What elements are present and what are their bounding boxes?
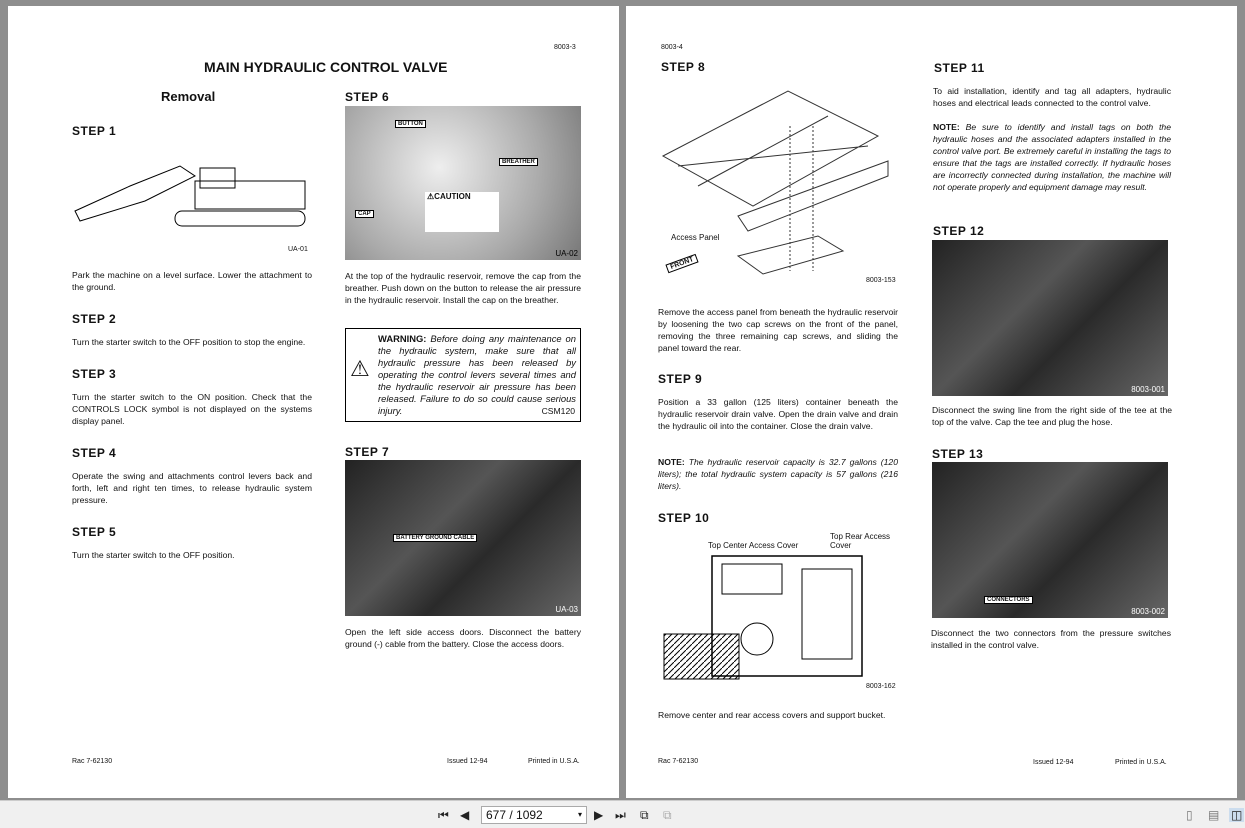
footer-doc: Rac 7-62130 <box>72 758 113 765</box>
figure-label: UA-01 <box>288 246 308 253</box>
single-page-icon[interactable]: ▯ <box>1186 808 1193 822</box>
warning-text: Before doing any maintenance on the hydraulic system, make sure that all hydraulic pressure has been released by operating the control levers several times and the hydraulic reservoir air pressure has been released. Failure to do so could cause serious injury. <box>378 333 576 416</box>
excavator-illustration <box>70 156 315 236</box>
step-heading: STEP 10 <box>658 511 710 525</box>
step-text: Disconnect the two connectors from the pressure switches installed in the control valve. <box>931 628 1171 650</box>
frame-illustration <box>658 86 898 276</box>
step-heading: STEP 13 <box>932 447 984 461</box>
step-heading: STEP 12 <box>933 224 985 238</box>
step-heading: STEP 11 <box>934 61 985 75</box>
prev-page-icon[interactable]: ◀ <box>460 808 470 822</box>
step-text: Remove center and rear access covers and support bucket. <box>658 710 886 720</box>
callout-top-center: Top Center Access Cover <box>708 541 799 550</box>
battery-photo <box>345 460 581 616</box>
warning-icon: ⚠ <box>350 356 370 381</box>
warning-code: CSM120 <box>541 406 575 416</box>
footer-issued: Issued 12-94 <box>447 758 488 765</box>
step-text: Remove the access panel from beneath the hydraulic reservoir by loosening the two cap screws on the front of the panel, removing the three remaining cap screws, and sliding the panel toward the rear. <box>658 307 898 353</box>
footer-printed: Printed in U.S.A. <box>528 758 580 765</box>
callout-button: BUTTON <box>395 120 426 128</box>
reservoir-photo <box>345 106 581 260</box>
footer-issued: Issued 12-94 <box>1033 759 1074 766</box>
page-field-value: 677 / 1092 <box>486 808 543 822</box>
callout-battery-cable: BATTERY GROUND CABLE <box>393 534 477 542</box>
figure-label: 8003-162 <box>866 683 896 690</box>
callout-cap: CAP <box>355 210 374 218</box>
page-title: MAIN HYDRAULIC CONTROL VALVE <box>204 59 448 75</box>
machine-top-view <box>662 554 892 684</box>
callout-connectors: CONNECTORS <box>984 596 1033 604</box>
step-text: To aid installation, identify and tag all adapters, hydraulic hoses and electrical leads connected to the control valve. <box>933 86 1171 108</box>
note-label: NOTE: <box>658 457 685 467</box>
step-heading: STEP 8 <box>661 60 706 74</box>
step-text: Park the machine on a level surface. Lower the attachment to the ground. <box>72 270 312 292</box>
step-heading: STEP 5 <box>72 525 117 539</box>
note-label: NOTE: <box>933 122 960 132</box>
page-number: 8003-4 <box>661 44 683 51</box>
step-heading: STEP 4 <box>72 446 117 460</box>
callout-breather: BREATHER <box>499 158 538 166</box>
figure-label: UA-03 <box>555 605 578 614</box>
note-text: The hydraulic reservoir capacity is 32.7 gallons (120 liters); the total hydraulic system capacity is 57 gallons (216 liters). <box>658 457 898 491</box>
step-heading: STEP 6 <box>345 90 390 104</box>
next-page-icon[interactable]: ▶ <box>594 808 604 822</box>
figure-label: 8003-153 <box>866 277 896 284</box>
first-page-icon[interactable]: ⏮ <box>438 808 449 822</box>
caution-label: ⚠CAUTION <box>425 192 499 232</box>
two-page-icon[interactable]: ◫ <box>1231 808 1243 822</box>
step-text: Disconnect the swing line from the right side of the tee at the top of the valve. Cap the tee and plug the hose. <box>932 405 1172 427</box>
figure-label: 8003-001 <box>1131 385 1165 394</box>
valve-photo <box>932 240 1168 396</box>
figure-label: UA-02 <box>555 249 578 258</box>
footer-printed: Printed in U.S.A. <box>1115 759 1167 766</box>
callout-top-rear: Top Rear Access Cover <box>830 532 891 550</box>
warning-box <box>345 328 581 422</box>
warning-label: WARNING: <box>378 333 427 344</box>
pdf-toolbar <box>0 800 1245 828</box>
callout-access-panel: Access Panel <box>671 233 720 242</box>
figure-label: 8003-002 <box>1131 607 1165 616</box>
chevron-down-icon[interactable]: ▾ <box>577 810 582 819</box>
pdf-page-left <box>8 6 619 798</box>
step-text: At the top of the hydraulic reservoir, remove the cap from the breather. Push down on the button to release the air pressure in the hydraulic reservoir. Install the cap on the breather. <box>345 271 581 305</box>
front-arrow: FRONT <box>665 254 698 273</box>
pdf-page-right <box>626 6 1237 798</box>
page-number: 8003-3 <box>554 44 576 51</box>
step-text: Turn the starter switch to the OFF position to stop the engine. <box>72 337 306 347</box>
section-heading: Removal <box>161 89 216 104</box>
step-text: Position a 33 gallon (125 liters) container beneath the hydraulic reservoir drain valve. Open the drain valve and drain the hydraulic oil into the container. Close the drain valve. <box>658 397 898 431</box>
connectors-photo <box>932 462 1168 618</box>
note-text: Be sure to identify and install tags on both the hydraulic hoses and the associated adapters installed in the control valve port. Be extremely careful in installing the tags to ensure that the tags are installed correctly. If hydraulic hoses are incorrectly connected during installation, the machine will not operate properly and equipment damage may result. <box>933 122 1171 192</box>
fit-page-icon[interactable]: ⧉ <box>640 808 649 822</box>
step-heading: STEP 9 <box>658 372 703 386</box>
last-page-icon[interactable]: ⏭ <box>615 808 626 822</box>
step-heading: STEP 2 <box>72 312 117 326</box>
footer-doc: Rac 7-62130 <box>658 758 699 765</box>
step-text: Turn the starter switch to the ON position. Check that the CONTROLS LOCK symbol is not displayed on the systems display panel. <box>72 392 312 426</box>
step-text: Turn the starter switch to the OFF position. <box>72 550 235 560</box>
step-heading: STEP 1 <box>72 124 117 138</box>
step-text: Operate the swing and attachments control levers back and forth, left and right ten times, to release hydraulic system pressure. <box>72 471 312 505</box>
step-text: Open the left side access doors. Disconnect the battery ground (-) cable from the battery. Close the access doors. <box>345 627 581 649</box>
continuous-page-icon[interactable]: ▤ <box>1208 808 1220 822</box>
step-heading: STEP 3 <box>72 367 117 381</box>
step-heading: STEP 7 <box>345 445 390 459</box>
fit-width-icon[interactable]: ⧉ <box>663 808 672 822</box>
page-number-input[interactable] <box>481 806 587 824</box>
